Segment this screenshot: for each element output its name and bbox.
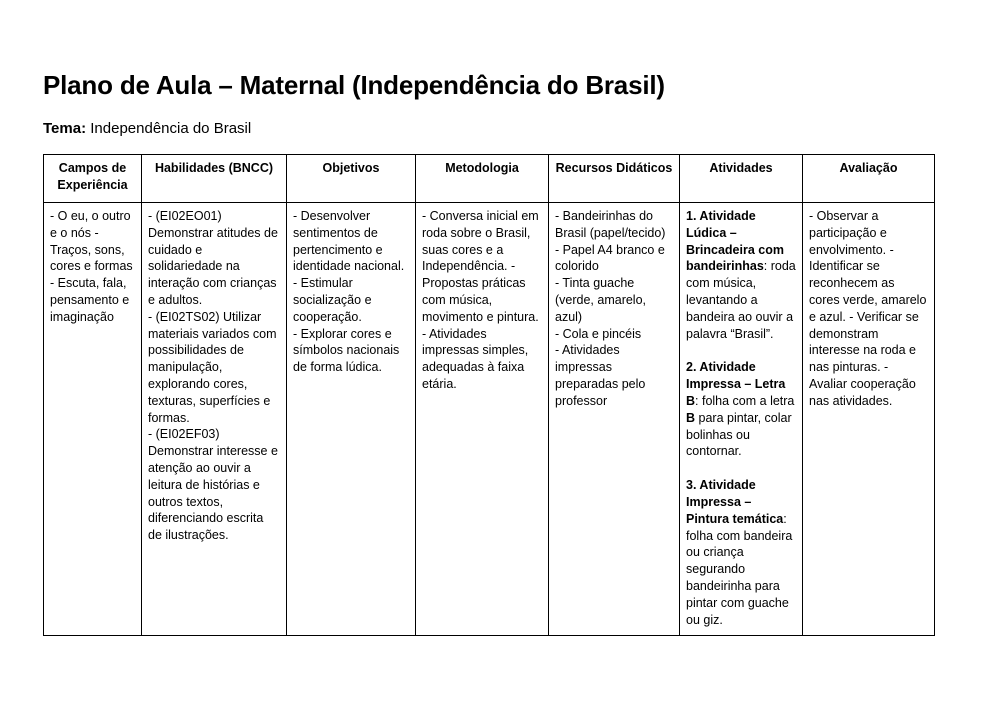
header-campos: Campos de Experiência <box>44 155 142 203</box>
theme-label: Tema: <box>43 120 87 137</box>
objetivo-item: - Estimular socialização e cooperação. <box>293 276 372 324</box>
cell-atividades <box>680 203 803 636</box>
habilidade-item: - (EI02EO01) Demonstrar atitudes de cuidado e solidariedade na interação com crianças e adultos. <box>148 209 278 307</box>
theme-line <box>43 120 251 137</box>
cell-habilidades <box>142 203 287 636</box>
avaliacao-item: - Observar a participação e envolvimento. - Identificar se reconhecem as cores verde, amarelo e azul. - Verificar se demonstram interesse na roda e nas pinturas. - Avaliar cooperação nas atividades. <box>809 209 927 408</box>
cell-avaliacao <box>803 203 935 636</box>
atividade-text: para pintar, colar bolinhas ou contornar. <box>686 410 792 459</box>
theme-value: Independência do Brasil <box>90 120 252 137</box>
habilidade-item: - (EI02EF03) Demonstrar interesse e atenção ao ouvir a leitura de histórias e outros textos, diferenciando escrita de ilustrações. <box>148 427 278 543</box>
objetivo-item: - Explorar cores e símbolos nacionais de forma lúdica. <box>293 326 400 375</box>
header-objetivos: Objetivos <box>287 155 416 203</box>
atividade-text: : roda com música, levantando a bandeira ao ouvir a palavra “Brasil”. <box>686 259 796 341</box>
atividade-title: 2. Atividade Impressa – Letra B <box>686 360 786 408</box>
atividade-title: 3. Atividade Impressa – Pintura temática <box>686 478 784 526</box>
atividade-text: : folha com a letra <box>695 393 795 408</box>
recurso-item: - Papel A4 branco e colorido <box>555 242 665 274</box>
header-recursos: Recursos Didáticos <box>549 155 680 203</box>
page-title: Plano de Aula – Maternal (Independência do Brasil) <box>43 70 665 100</box>
cell-objetivos <box>287 203 416 636</box>
header-avaliacao: Avaliação <box>803 155 935 203</box>
recurso-item: - Atividades impressas preparadas pelo professor <box>555 343 646 408</box>
atividade-letter: B <box>686 410 696 425</box>
header-metodologia: Metodologia <box>416 155 549 203</box>
atividade-item <box>686 208 796 342</box>
header-habilidades: Habilidades (BNCC) <box>142 155 287 203</box>
table-header-row <box>44 155 935 203</box>
recurso-item: - Cola e pincéis <box>555 326 642 341</box>
recurso-item: - Tinta guache (verde, amarelo, azul) <box>555 276 647 324</box>
header-atividades: Atividades <box>680 155 803 203</box>
table-row <box>44 203 935 636</box>
recurso-item: - Bandeirinhas do Brasil (papel/tecido) <box>555 209 666 240</box>
cell-campos <box>44 203 142 636</box>
lesson-plan-table <box>43 154 935 636</box>
habilidade-item: - (EI02TS02) Utilizar materiais variados com possibilidades de manipulação, explorando cores, texturas, superfícies e formas. <box>148 309 277 425</box>
cell-recursos <box>549 203 680 636</box>
objetivo-item: - Desenvolver sentimentos de pertencimento e identidade nacional. <box>293 209 405 274</box>
atividade-item <box>686 359 796 460</box>
atividade-item <box>686 477 796 628</box>
metodologia-item: - Atividades impressas simples, adequadas à faixa etária. <box>422 326 529 391</box>
campos-item: - O eu, o outro e o nós - Traços, sons, cores e formas - Escuta, fala, pensamento e imaginação <box>50 209 133 324</box>
atividade-title: 1. Atividade Lúdica – Brincadeira com bandeirinhas <box>686 209 784 274</box>
atividade-text: : folha com bandeira ou criança segurando bandeirinha para pintar com guache ou giz. <box>686 511 793 627</box>
cell-metodologia <box>416 203 549 636</box>
metodologia-item: - Conversa inicial em roda sobre o Brasil, suas cores e a Independência. - Propostas práticas com música, movimento e pintura. <box>422 209 539 324</box>
